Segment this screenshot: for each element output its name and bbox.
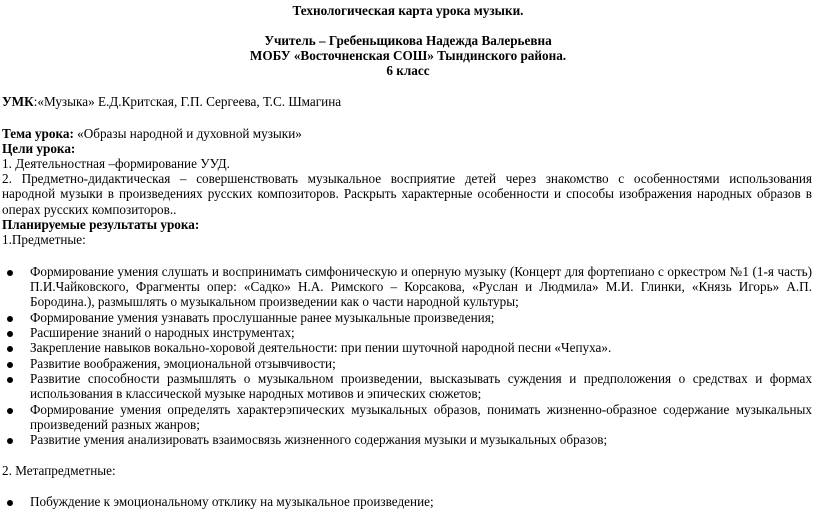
- grade-line: 6 класс: [386, 63, 430, 78]
- bullet-icon: [7, 408, 13, 414]
- list-item-line: Развитие умения анализировать взаимосвязь жизненного содержания музыки и музыкальных образов;: [30, 432, 608, 447]
- list-item-line: Расширение знаний о народных инструментах;: [30, 325, 295, 340]
- umk-label: УМК: [2, 94, 34, 109]
- list-item: [30, 371, 812, 401]
- bullet-icon: [7, 346, 13, 352]
- list-item-line: Побуждение к эмоциональному отклику на музыкальное произведение;: [30, 494, 434, 509]
- document-title: Технологическая карта урока музыки.: [292, 3, 524, 18]
- bullet-icon: [7, 270, 13, 276]
- list-item-line: П.И.Чайковского, Фрагменты опер: «Садко» Н.А. Римского – Корсакова, «Руслан и Людмила» М.И. Глинки, «Князь Игорь» А.П.: [30, 279, 812, 294]
- umk-line: [2, 94, 341, 109]
- list-item-line: Формирование умения слушать и воспринимать симфоническую и оперную музыку (Концерт для фортепиано с оркестром №1 (1-я часть): [30, 264, 812, 279]
- goal-2-line-3: операх русских композиторов..: [2, 202, 177, 217]
- list-item: [30, 325, 812, 340]
- list-item: [30, 264, 812, 309]
- topic-text: «Образы народной и духовной музыки»: [73, 126, 302, 141]
- list-item-line: произведений разных жанров;: [30, 417, 200, 432]
- umk-text: :«Музыка» Е.Д.Критская, Г.П. Сергеева, Т.С. Шмагина: [33, 94, 342, 109]
- bullet-icon: [7, 500, 13, 506]
- list-item-line: использования в классической музыке народных мотивов и эпических сюжетов;: [30, 386, 482, 401]
- teacher-line: Учитель – Гребеньщикова Надежда Валерьевна: [264, 33, 552, 48]
- bullet-icon: [7, 377, 13, 383]
- goal-2-line-1: 2. Предметно-дидактическая – совершенствовать музыкальное восприятие детей через знакомство с особенностями использования: [2, 171, 812, 186]
- list-item-line: Закрепление навыков вокально-хоровой деятельности: при пении шуточной народной песни «Чепуха».: [30, 340, 612, 355]
- list-item: [30, 402, 812, 432]
- topic-label: Тема урока:: [2, 126, 74, 141]
- meta-results-label: 2. Метапредметные:: [2, 463, 116, 478]
- bullet-icon: [7, 316, 13, 322]
- list-item-line: Развитие способности размышлять о музыкальном произведении, высказывать суждения и предположения о средствах и формах: [30, 371, 812, 386]
- goal-2-line-2: народной музыки в произведениях русских композиторов. Раскрыть характерные особенности и способы изображения народных образов в: [2, 186, 812, 201]
- list-item: [30, 494, 812, 509]
- bullet-icon: [7, 438, 13, 444]
- list-item-line: Формирование умения определять характерэпических музыкальных образов, понимать жизненно-образное содержание музыкальных: [30, 402, 812, 417]
- goals-heading: Цели урока:: [2, 141, 76, 156]
- list-item: [30, 356, 812, 371]
- goal-1: 1. Деятельностная –формирование УУД.: [2, 156, 230, 171]
- list-item-line: Бородина.), размышлять о музыкальном произведении как о части народной культуры;: [30, 294, 519, 309]
- list-item: [30, 432, 812, 447]
- results-heading: Планируемые результаты урока:: [2, 217, 200, 232]
- bullet-icon: [7, 331, 13, 337]
- subject-results-label: 1.Предметные:: [2, 232, 86, 247]
- list-item-line: Формирование умения узнавать прослушанные ранее музыкальные произведения;: [30, 310, 495, 325]
- list-item-line: Развитие воображения, эмоциональной отзывчивости;: [30, 356, 336, 371]
- list-item: [30, 340, 812, 355]
- list-item: [30, 310, 812, 325]
- bullet-icon: [7, 362, 13, 368]
- topic-line: [2, 126, 302, 141]
- school-line: МОБУ «Восточненская СОШ» Тындинского района.: [249, 48, 567, 63]
